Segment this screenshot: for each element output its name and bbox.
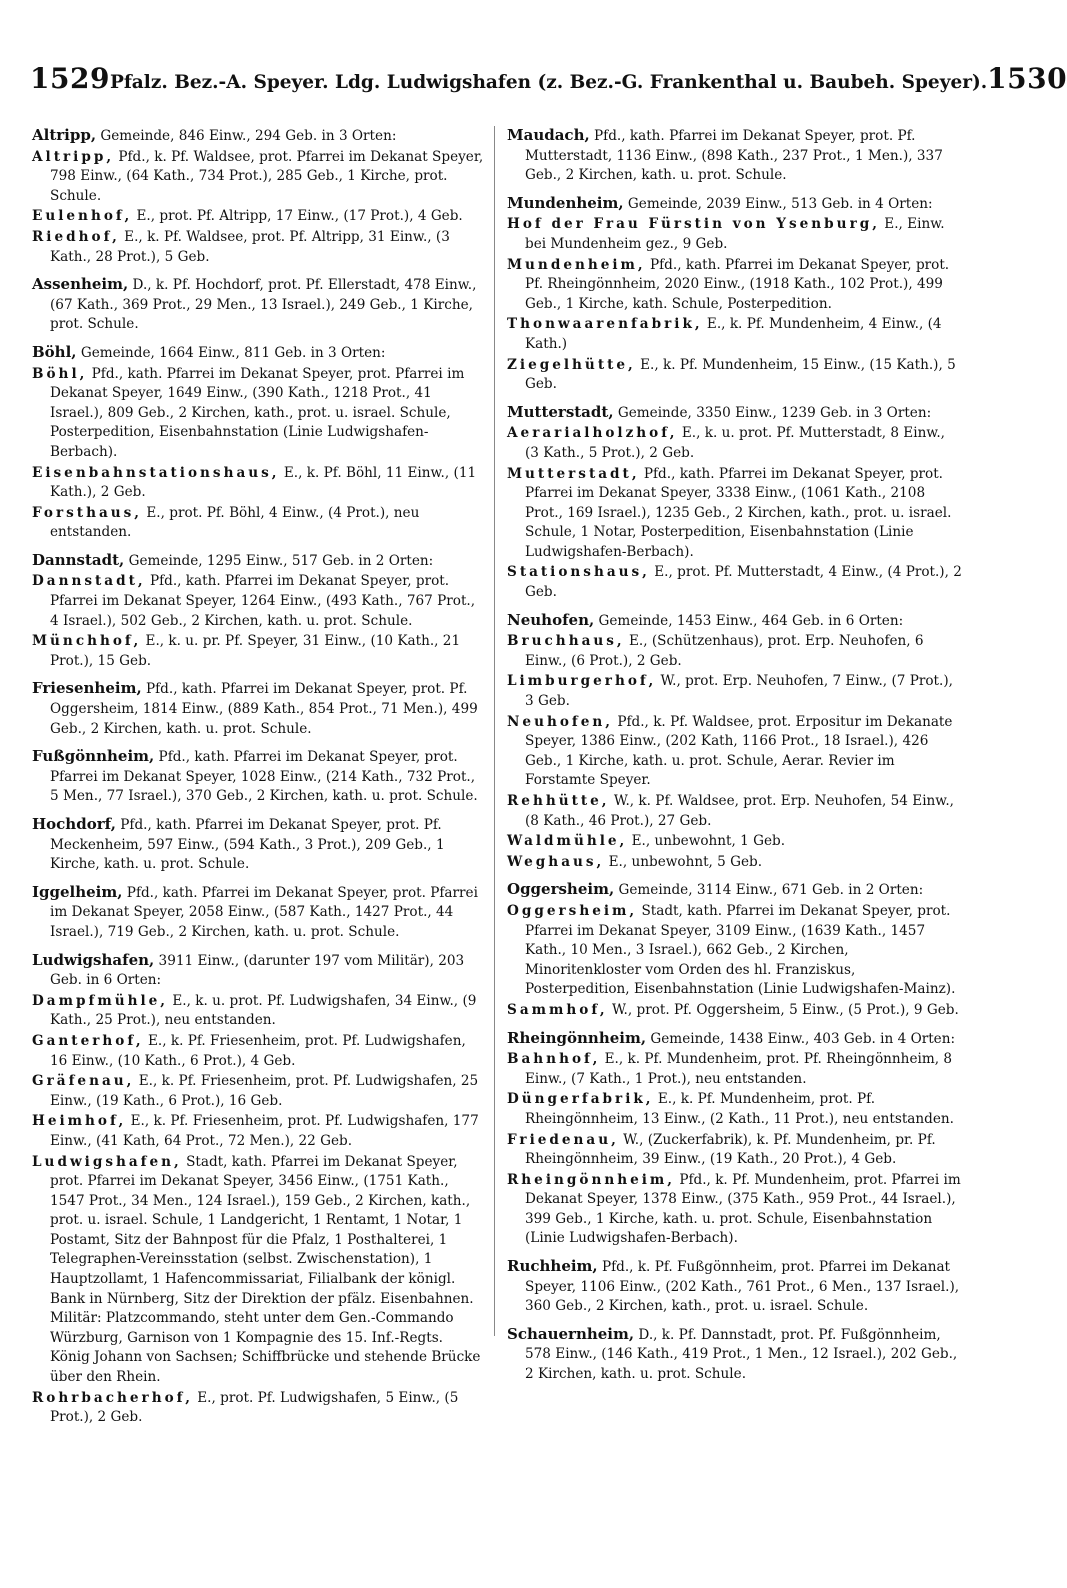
entry-text: Pfd., kath. Pfarrei im Dekanat Speyer, prot. Pfarrei im Dekanat Speyer, 1264 Einw., (493 Kath., 767 Prot., 4 Israel.), 502 Geb., 2 Kirchen, kath. u. prot. Schule. xyxy=(50,573,476,629)
entry-text: Gemeinde, 1295 Einw., 517 Geb. in 2 Orten: xyxy=(124,552,434,569)
municipality-entry xyxy=(507,1257,962,1317)
entry-headword: Oggersheim, xyxy=(507,902,638,919)
locality-entry xyxy=(507,713,962,791)
left-column xyxy=(32,126,487,1429)
entry-headword: Altripp, xyxy=(32,148,115,165)
entry-text: E., k. Pf. Friesenheim, prot. Pf. Ludwigshafen, 16 Einw., (10 Kath., 6 Prot.), 4 Geb. xyxy=(50,1032,466,1069)
locality-entry xyxy=(507,902,962,1000)
entry-headword: Mundenheim, xyxy=(507,256,646,273)
entry-headword: Iggelheim, xyxy=(32,882,123,901)
entry-text: W., prot. Pf. Oggersheim, 5 Einw., (5 Prot.), 9 Geb. xyxy=(607,1001,959,1018)
locality-entry xyxy=(32,1153,487,1388)
entry-text: Pfd., k. Pf. Waldsee, prot. Erpositur im Dekanate Speyer, 1386 Einw., (202 Kath, 1166 Prot., 18 Israel.), 426 Geb., 1 Kirche, kath. u. prot. Schule, Aerar. Revier im Forstamte Speyer. xyxy=(525,713,953,789)
entry-headword: Maudach, xyxy=(507,126,590,144)
entry-text: E., k. Pf. Mundenheim, 4 Einw., (4 Kath.) xyxy=(525,316,942,352)
locality-entry xyxy=(32,207,487,227)
entry-headword: Dampfmühle, xyxy=(32,992,169,1009)
entry-text: E., k. Pf. Mundenheim, 15 Einw., (15 Kath.), 5 Geb. xyxy=(525,356,956,393)
entry-headword: Ludwigshafen, xyxy=(32,950,155,969)
column-divider xyxy=(494,126,495,1336)
entry-text: Pfd., kath. Pfarrei im Dekanat Speyer, prot. Pf. Meckenheim, 597 Einw., (594 Kath., 3 Prot.), 209 Geb., 1 Kirche, kath. u. prot. Schule. xyxy=(50,817,445,873)
entry-headword: Bruchhaus, xyxy=(507,633,625,650)
entry-headword: Friesenheim, xyxy=(32,679,142,698)
locality-entry xyxy=(32,1032,487,1071)
entry-headword: Ruchheim, xyxy=(507,1257,598,1276)
entry-text: E., k. u. prot. Pf. Ludwigshafen, 34 Einw., (9 Kath., 25 Prot.), neu entstanden. xyxy=(50,992,477,1029)
entry-text: Pfd., k. Pf. Mundenheim, prot. Pfarrei im Dekanat Speyer, 1378 Einw., (375 Kath., 959 Prot., 44 Israel.), 399 Geb., 1 Kirche, kath. u. prot. Schule, Eisenbahnstation (Linie Ludwigshafen-Berbach). xyxy=(525,1171,961,1247)
entry-headword: Eisenbahnstationshaus, xyxy=(32,464,280,481)
entry-text: Gemeinde, 846 Einw., 294 Geb. in 3 Orten: xyxy=(96,128,397,144)
municipality-entry xyxy=(507,403,962,424)
entry-headword: Forsthaus, xyxy=(32,504,143,521)
entry-text: Gemeinde, 1664 Einw., 811 Geb. in 3 Orten: xyxy=(76,344,386,361)
entry-headword: Waldmühle, xyxy=(507,833,628,850)
entry-headword: Bahnhof, xyxy=(507,1051,601,1068)
entry-text: Pfd., kath. Pfarrei im Dekanat Speyer, prot. Pfarrei im Dekanat Speyer, 3338 Einw., (1061 Kath., 2108 Prot., 169 Israel.), 1235 Geb., 2 Kirchen, kath., prot. u. israel. Schule, 1 Notar, Posterpedition, Eisenbahnstation (Linie Ludwigshafen-Berbach). xyxy=(525,465,952,560)
municipality-entry xyxy=(32,126,487,147)
entry-headword: Aerarialholzhof, xyxy=(507,425,678,442)
locality-entry xyxy=(507,632,962,671)
entry-headword: Dannstadt, xyxy=(32,550,125,569)
entry-text: E., k. Pf. Mundenheim, prot. Pf. Rheingönnheim, 13 Einw., (2 Kath., 11 Prot.), neu entstanden. xyxy=(525,1091,954,1127)
municipality-entry xyxy=(507,611,962,632)
municipality-entry xyxy=(32,951,487,991)
entry-headword: Weghaus, xyxy=(507,853,605,870)
locality-entry xyxy=(507,1131,962,1170)
entry-headword: Hof der Frau Fürstin von Ysenburg, xyxy=(507,216,880,233)
entry-text: Pfd., kath. Pfarrei im Dekanat Speyer, prot. Pf. Mutterstadt, 1136 Einw., (898 Kath., 237 Prot., 1 Men.), 337 Geb., 2 Kirchen, kath. u. prot. Schule. xyxy=(525,128,943,184)
entry-headword: Neuhofen, xyxy=(507,610,595,629)
municipality-entry xyxy=(32,343,487,364)
entry-text: D., k. Pf. Dannstadt, prot. Pf. Fußgönnheim, 578 Einw., (146 Kath., 419 Prot., 1 Men., 12 Israel.), 202 Geb., 2 Kirchen, kath. u. prot. Schule. xyxy=(525,1326,958,1383)
municipality-entry xyxy=(32,815,487,875)
locality-entry xyxy=(32,464,487,503)
entry-headword: Mutterstadt, xyxy=(507,402,614,421)
entry-headword: Rheingönnheim, xyxy=(507,1171,676,1188)
locality-entry xyxy=(32,365,487,463)
entry-text: Pfd., kath. Pfarrei im Dekanat Speyer, prot. Pf. Oggersheim, 1814 Einw., (889 Kath., 854 Prot., 71 Men.), 499 Geb., 2 Kirchen, kath. u. prot. Schule. xyxy=(50,681,478,737)
locality-entry xyxy=(32,504,487,543)
entry-text: E., prot. Pf. Ludwigshafen, 5 Einw., (5 Prot.), 2 Geb. xyxy=(50,1389,459,1426)
entry-headword: Mutterstadt, xyxy=(507,465,640,482)
right-column xyxy=(507,126,962,1386)
entry-text: Pfd., kath. Pfarrei im Dekanat Speyer, prot. Pfarrei im Dekanat Speyer, 1649 Einw., (390 Kath., 1218 Prot., 41 Israel.), 809 Geb., 2 Kirchen, kath., prot. u. israel. Schule, Posterpedition, Eisenbahnstation (Linie Ludwigshafen-Berbach). xyxy=(50,365,465,460)
page-number-right: 1530 xyxy=(987,62,1067,95)
entry-text: E., unbewohnt, 5 Geb. xyxy=(604,853,763,870)
entry-headword: Altripp, xyxy=(32,126,97,144)
entry-text: E., k. Pf. Böhl, 11 Einw., (11 Kath.), 2 Geb. xyxy=(50,464,477,501)
municipality-entry xyxy=(32,551,487,572)
entry-text: Gemeinde, 2039 Einw., 513 Geb. in 4 Orten: xyxy=(623,195,933,212)
locality-entry xyxy=(507,215,962,254)
entry-text: E., prot. Pf. Altripp, 17 Einw., (17 Prot.), 4 Geb. xyxy=(132,208,463,225)
entry-text: Stadt, kath. Pfarrei im Dekanat Speyer, prot. Pfarrei im Dekanat Speyer, 3456 Einw., (1751 Kath., 1547 Prot., 34 Men., 124 Israel.), 159 Geb., 2 Kirchen, kath., prot. u. israel. Schule, 1 Landgericht, 1 Rentamt, 1 Notar, 1 Postamt, Sitz der Bahnpost für die Pfalz, 1 Posthalterei, 1 Telegraphen-Vereinsstation (selbst. Zwischenstation), 1 Hauptzollamt, 1 Hafencommissariat, Filialbank der königl. Bank in Nürnberg, Sitz der Direktion der pfälz. Eisenbahnen. Militär: Platzcommando, steht unter dem Gen.-Commando Würzburg, Garnison von 1 Kompagnie des 15. Inf.-Regts. König Johann von Sachsen; Schiffbrücke und stehende Brücke über den Rhein. xyxy=(50,1153,481,1386)
entry-text: Pfd., kath. Pfarrei im Dekanat Speyer, prot. Pfarrei im Dekanat Speyer, 2058 Einw., (587 Kath., 1427 Prot., 44 Israel.), 719 Geb., 2 Kirchen, kath. u. prot. Schule. xyxy=(50,884,478,940)
entry-headword: Assenheim, xyxy=(32,275,129,294)
entry-text: W., (Zuckerfabrik), k. Pf. Mundenheim, pr. Pf. Rheingönnheim, 39 Einw., (19 Kath., 20 Prot.), 4 Geb. xyxy=(525,1131,936,1168)
entry-headword: Düngerfabrik, xyxy=(507,1091,654,1108)
municipality-entry xyxy=(507,194,962,215)
entry-headword: Schauernheim, xyxy=(507,1324,635,1343)
entry-headword: Ludwigshafen, xyxy=(32,1153,182,1170)
locality-entry xyxy=(32,1072,487,1111)
entry-text: E., Einw. bei Mundenheim gez., 9 Geb. xyxy=(525,216,945,252)
locality-entry xyxy=(507,1001,962,1021)
entry-text: E., prot. Pf. Mutterstadt, 4 Einw., (4 Prot.), 2 Geb. xyxy=(525,564,962,601)
entry-text: W., prot. Erp. Neuhofen, 7 Einw., (7 Prot.), 3 Geb. xyxy=(525,673,953,710)
entry-headword: Münchhof, xyxy=(32,633,142,650)
municipality-entry xyxy=(32,747,487,807)
entry-text: Gemeinde, 1438 Einw., 403 Geb. in 4 Orten: xyxy=(646,1030,956,1047)
locality-entry xyxy=(32,572,487,631)
entry-text: E., k. Pf. Friesenheim, prot. Pf. Ludwigshafen, 177 Einw., (41 Kath, 64 Prot., 72 Men.), 22 Geb. xyxy=(50,1113,479,1149)
entry-headword: Ganterhof, xyxy=(32,1032,144,1049)
entry-headword: Riedhof, xyxy=(32,228,120,245)
entry-text: E., unbewohnt, 1 Geb. xyxy=(627,833,786,850)
locality-entry xyxy=(507,315,962,354)
locality-entry xyxy=(507,256,962,315)
entry-headword: Dannstadt, xyxy=(32,573,146,590)
entry-text: Pfd., kath. Pfarrei im Dekanat Speyer, prot. Pf. Rheingönnheim, 2020 Einw., (1918 Kath., 102 Prot.), 499 Geb., 1 Kirche, kath. Schule, Posterpedition. xyxy=(525,256,950,312)
entry-text: E., k. Pf. Waldsee, prot. Pf. Altripp, 31 Einw., (3 Kath., 28 Prot.), 5 Geb. xyxy=(50,228,450,265)
entry-headword: Heimhof, xyxy=(32,1113,127,1130)
municipality-entry xyxy=(32,679,487,739)
locality-entry xyxy=(32,1112,487,1151)
locality-entry xyxy=(507,853,962,873)
page-number-left: 1529 xyxy=(30,62,110,95)
entry-headword: Böhl, xyxy=(32,342,77,361)
page-header xyxy=(30,62,1067,106)
entry-headword: Neuhofen, xyxy=(507,713,614,730)
entry-headword: Eulenhof, xyxy=(32,208,133,225)
entry-headword: Limburgerhof, xyxy=(507,673,657,690)
locality-entry xyxy=(507,792,962,831)
entry-text: E., prot. Pf. Böhl, 4 Einw., (4 Prot.), neu entstanden. xyxy=(50,504,420,541)
municipality-entry xyxy=(507,1029,962,1050)
entry-headword: Rheingönnheim, xyxy=(507,1028,647,1047)
locality-entry xyxy=(507,832,962,852)
locality-entry xyxy=(32,148,487,207)
entry-headword: Rohrbacherhof, xyxy=(32,1389,193,1406)
entry-headword: Sammhof, xyxy=(507,1001,608,1018)
municipality-entry xyxy=(507,880,962,901)
entry-headword: Thonwaarenfabrik, xyxy=(507,316,703,333)
locality-entry xyxy=(32,1389,487,1428)
entry-text: Gemeinde, 3114 Einw., 671 Geb. in 2 Orten: xyxy=(614,882,924,899)
locality-entry xyxy=(507,672,962,711)
entry-headword: Rehhütte, xyxy=(507,793,610,809)
entry-text: 3911 Einw., (darunter 197 vom Militär), 203 Geb. in 6 Orten: xyxy=(50,952,465,989)
locality-entry xyxy=(507,1050,962,1089)
entry-text: Gemeinde, 3350 Einw., 1239 Geb. in 3 Orten: xyxy=(613,404,932,421)
entry-headword: Friedenau, xyxy=(507,1131,619,1148)
entry-text: E., k. Pf. Friesenheim, prot. Pf. Ludwigshafen, 25 Einw., (19 Kath., 6 Prot.), 16 Geb. xyxy=(50,1073,479,1109)
entry-text: Stadt, kath. Pfarrei im Dekanat Speyer, prot. Pfarrei im Dekanat Speyer, 3109 Einw., (1639 Kath., 1457 Kath., 10 Men., 3 Israel.), 662 Geb., 2 Kirchen, Minoritenkloster vom Orden des hl. Franziskus, Posterpedition, Eisenbahnstation (Linie Ludwigshafen-Mainz). xyxy=(525,902,956,998)
locality-entry xyxy=(507,1171,962,1249)
locality-entry xyxy=(32,632,487,671)
entry-text: Pfd., k. Pf. Fußgönnheim, prot. Pfarrei im Dekanat Speyer, 1106 Einw., (202 Kath., 761 Prot., 6 Men., 137 Israel.), 360 Geb., 2 Kirchen, kath., prot. u. israel. Schule. xyxy=(525,1259,960,1315)
entry-text: E., k. Pf. Mundenheim, prot. Pf. Rheingönnheim, 8 Einw., (7 Kath., 1 Prot.), neu entstanden. xyxy=(525,1051,953,1087)
locality-entry xyxy=(507,563,962,602)
entry-text: D., k. Pf. Hochdorf, prot. Pf. Ellerstadt, 478 Einw., (67 Kath., 369 Prot., 29 Men., 13 Israel.), 249 Geb., 1 Kirche, prot. Schule. xyxy=(50,277,477,333)
municipality-entry xyxy=(507,126,962,186)
entry-headword: Mundenheim, xyxy=(507,193,624,212)
entry-headword: Böhl, xyxy=(32,365,88,382)
running-title: Pfalz. Bez.-A. Speyer. Ldg. Ludwigshafen (z. Bez.-G. Frankenthal u. Baubeh. Speyer). xyxy=(109,72,988,93)
entry-headword: Oggersheim, xyxy=(507,880,615,899)
entry-text: E., k. u. prot. Pf. Mutterstadt, 8 Einw., (3 Kath., 5 Prot.), 2 Geb. xyxy=(525,425,945,461)
locality-entry xyxy=(32,992,487,1031)
entry-headword: Hochdorf, xyxy=(32,815,116,833)
entry-text: Gemeinde, 1453 Einw., 464 Geb. in 6 Orten: xyxy=(594,612,904,629)
municipality-entry xyxy=(32,275,487,335)
locality-entry xyxy=(32,228,487,267)
locality-entry xyxy=(507,1090,962,1129)
entry-headword: Gräfenau, xyxy=(32,1073,135,1090)
municipality-entry xyxy=(507,1325,962,1385)
entry-headword: Stationshaus, xyxy=(507,564,650,581)
entry-text: Pfd., k. Pf. Waldsee, prot. Pfarrei im Dekanat Speyer, 798 Einw., (64 Kath., 734 Prot.), 285 Geb., 1 Kirche, prot. Schule. xyxy=(50,148,484,204)
entry-text: Pfd., kath. Pfarrei im Dekanat Speyer, prot. Pfarrei im Dekanat Speyer, 1028 Einw., (214 Kath., 732 Prot., 5 Men., 77 Israel.), 370 Geb., 2 Kirchen, kath. u. prot. Schule. xyxy=(50,749,478,805)
entry-headword: Fußgönnheim, xyxy=(32,747,155,766)
entry-text: E., (Schützenhaus), prot. Erp. Neuhofen, 6 Einw., (6 Prot.), 2 Geb. xyxy=(525,633,924,669)
entry-headword: Ziegelhütte, xyxy=(507,356,636,373)
locality-entry xyxy=(507,424,962,463)
municipality-entry xyxy=(32,883,487,943)
entry-text: W., k. Pf. Waldsee, prot. Erp. Neuhofen, 54 Einw., (8 Kath., 46 Prot.), 27 Geb. xyxy=(525,793,954,829)
locality-entry xyxy=(507,356,962,395)
locality-entry xyxy=(507,465,962,563)
entry-text: E., k. u. pr. Pf. Speyer, 31 Einw., (10 Kath., 21 Prot.), 15 Geb. xyxy=(50,633,461,669)
